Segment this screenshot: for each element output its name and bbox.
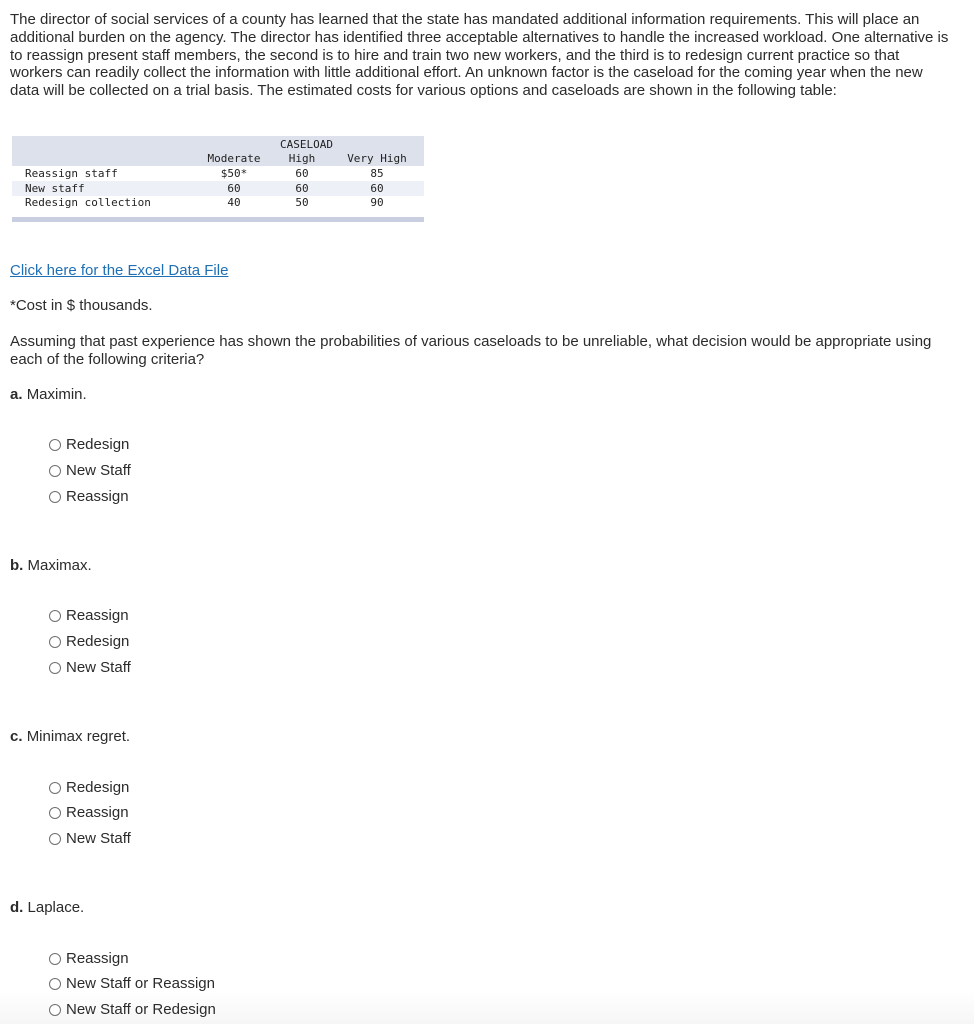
- radio-icon[interactable]: [49, 833, 61, 845]
- cost-footnote: *Cost in $ thousands.: [10, 297, 153, 314]
- cell-redesign-high: 50: [295, 196, 309, 209]
- cell-reassign-moderate: $50*: [220, 167, 248, 180]
- row-label-new-staff: New staff: [25, 182, 85, 195]
- radio-icon[interactable]: [49, 782, 61, 794]
- cell-new-staff-high: 60: [295, 182, 309, 195]
- part-c-option-3[interactable]: New Staff: [49, 829, 131, 849]
- cost-table: [12, 136, 424, 222]
- part-d-option-3[interactable]: New Staff or Redesign: [49, 1000, 216, 1020]
- column-header-moderate: Moderate: [207, 152, 261, 165]
- table-bottom-rule: [12, 217, 424, 222]
- part-b-option-2[interactable]: Redesign: [49, 632, 129, 652]
- part-b-option-3[interactable]: New Staff: [49, 658, 131, 678]
- radio-icon[interactable]: [49, 610, 61, 622]
- caseload-header: CASELOAD: [280, 138, 333, 151]
- part-c-option-1[interactable]: Redesign: [49, 778, 129, 798]
- radio-icon[interactable]: [49, 1004, 61, 1016]
- part-d-label: d. Laplace.: [10, 899, 85, 916]
- cell-redesign-very-high: 90: [370, 196, 384, 209]
- cell-new-staff-moderate: 60: [227, 182, 241, 195]
- cell-new-staff-very-high: 60: [370, 182, 384, 195]
- radio-icon[interactable]: [49, 953, 61, 965]
- radio-icon[interactable]: [49, 807, 61, 819]
- part-c-label: c. Minimax regret.: [10, 728, 131, 745]
- part-a-option-3[interactable]: Reassign: [49, 487, 129, 507]
- part-d-option-2[interactable]: New Staff or Reassign: [49, 974, 215, 994]
- problem-intro: The director of social services of a county has learned that the state has mandated additional information requirements. This will place an additional burden on the agency. The director has identified three acceptable alternatives to handle the increased workload. One alternative is to reassign present staff members, the second is to hire and train two new workers, and the third is to redesign current practice so that workers can readily collect the information with little additional effort. An unknown factor is the caseload for the coming year when the new data will be collected on a trial basis. The estimated costs for various options and caseloads are shown in the following table:: [10, 11, 949, 100]
- column-header-high: High: [288, 152, 316, 165]
- part-a-option-2[interactable]: New Staff: [49, 461, 131, 481]
- radio-icon[interactable]: [49, 491, 61, 503]
- question-text: Assuming that past experience has shown the probabilities of various caseloads to be unreliable, what decision would be appropriate using each of the following criteria?: [10, 333, 932, 368]
- radio-icon[interactable]: [49, 978, 61, 990]
- cell-redesign-moderate: 40: [227, 196, 241, 209]
- row-label-reassign: Reassign staff: [25, 167, 118, 180]
- part-b-option-1[interactable]: Reassign: [49, 606, 129, 626]
- part-b-label: b. Maximax.: [10, 557, 92, 574]
- excel-data-link[interactable]: Click here for the Excel Data File: [10, 262, 229, 279]
- radio-icon[interactable]: [49, 465, 61, 477]
- radio-icon[interactable]: [49, 636, 61, 648]
- cell-reassign-very-high: 85: [370, 167, 384, 180]
- part-d-option-1[interactable]: Reassign: [49, 949, 129, 969]
- cell-reassign-high: 60: [295, 167, 309, 180]
- radio-icon[interactable]: [49, 439, 61, 451]
- part-a-option-1[interactable]: Redesign: [49, 435, 129, 455]
- part-c-option-2[interactable]: Reassign: [49, 803, 129, 823]
- column-header-very-high: Very High: [347, 152, 407, 165]
- radio-icon[interactable]: [49, 662, 61, 674]
- part-a-label: a. Maximin.: [10, 386, 87, 403]
- row-label-redesign: Redesign collection: [25, 196, 151, 209]
